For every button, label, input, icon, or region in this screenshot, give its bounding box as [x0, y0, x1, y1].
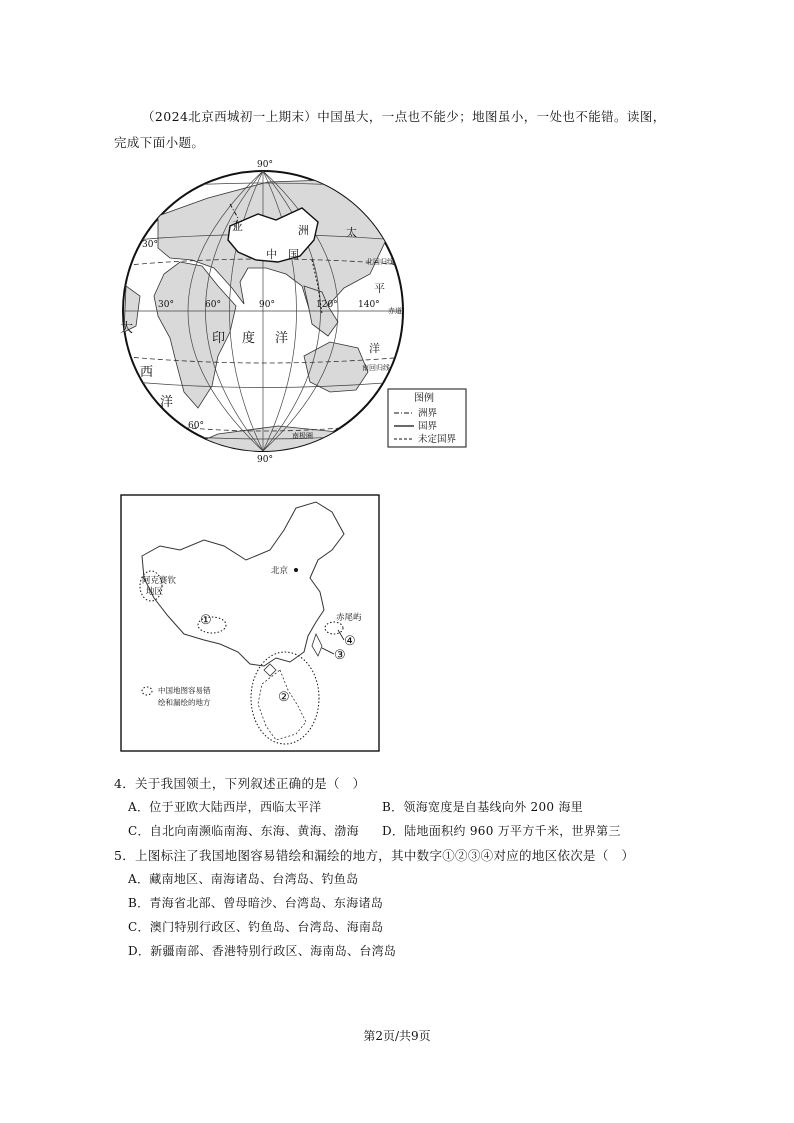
antarctic-circle-label: 南极圈	[292, 432, 313, 440]
aksai-chin-label-1: 阿克赛钦	[142, 576, 177, 586]
lon-140-label: 140°	[358, 300, 380, 310]
asia-label-2: 洲	[298, 224, 309, 237]
atlantic-label-1: 大	[120, 321, 134, 336]
marker-4: ④	[344, 634, 356, 649]
indian-ocean-label-1: 印	[212, 331, 226, 346]
question-4-option-a: A．位于亚欧大陆西岸，西临太平洋	[128, 800, 322, 814]
marker-1: ①	[200, 613, 212, 628]
map2-legend-line-2: 绘和漏绘的地方	[158, 698, 211, 707]
question-4-stem: 4．关于我国领土，下列叙述正确的是（ ）	[114, 776, 366, 791]
indian-ocean-label-2: 度	[242, 331, 256, 346]
question-4-option-c: C．自北向南濒临南海、东海、黄海、渤海	[128, 824, 359, 838]
globe-map	[118, 156, 468, 466]
asia-label-1: 亚	[232, 220, 243, 233]
china-map	[120, 494, 382, 754]
lat-90-bottom-label: 90°	[257, 455, 273, 465]
page-footer: 第2页/共9页	[363, 1029, 431, 1043]
atlantic-label-3: 洋	[160, 395, 174, 410]
legend-national-boundary: 国界	[418, 421, 438, 432]
china-label-2: 国	[288, 248, 299, 261]
question-5-option-d: D．新疆南部、香港特别行政区、海南岛、台湾岛	[128, 944, 397, 958]
question-5-option-c: C．澳门特别行政区、钓鱼岛、台湾岛、海南岛	[128, 920, 384, 934]
lat-30-label: 30°	[142, 240, 158, 250]
marker-2: ②	[278, 690, 290, 705]
lon-30-label: 30°	[158, 300, 174, 310]
legend-continent-boundary: 洲界	[418, 408, 438, 419]
lon-90-label: 90°	[259, 300, 275, 310]
lat-60-label: 60°	[188, 421, 204, 431]
lat-90-top-label: 90°	[257, 160, 273, 170]
question-4-option-b: B．领海宽度是自基线向外 200 海里	[382, 800, 584, 814]
pacific-label-2: 平	[374, 282, 385, 295]
tropic-cancer-label: 北回归线	[366, 258, 394, 266]
tropic-capricorn-label: 南回归线	[362, 364, 390, 372]
beijing-label: 北京	[271, 566, 289, 576]
china-label-1: 中	[266, 248, 277, 261]
pacific-label-3: 洋	[369, 342, 380, 355]
map-legend	[388, 389, 466, 447]
marker-3: ③	[334, 648, 346, 663]
atlantic-label-2: 西	[140, 365, 154, 380]
question-5-stem: 5．上图标注了我国地图容易错绘和漏绘的地方，其中数字①②③④对应的地区依次是（ ）	[114, 848, 635, 863]
pacific-label-1: 太	[346, 226, 357, 239]
legend-undetermined-boundary: 未定国界	[418, 434, 457, 445]
question-5-option-a: A．藏南地区、南海诸岛、台湾岛、钓鱼岛	[128, 872, 359, 886]
legend-title: 图例	[414, 393, 434, 404]
question-5-option-b: B．青海省北部、曾母暗沙、台湾岛、东海诸岛	[128, 896, 384, 910]
indian-ocean-label-3: 洋	[275, 331, 289, 346]
question-4-option-d: D．陆地面积约 960 万平方千米，世界第三	[382, 824, 621, 838]
lon-120-label: 120°	[316, 300, 338, 310]
equator-label: 赤道	[388, 307, 402, 315]
map2-legend-line-1: 中国地图容易错	[158, 686, 211, 695]
chiwei-island-label: 赤尾屿	[336, 613, 362, 623]
intro-paragraph: （2024北京西城初一上期末）中国虽大，一点也不能少；地图虽小，一处也不能错。读图，完成下面小题。	[114, 109, 666, 150]
aksai-chin-label-2: 地区	[146, 587, 164, 597]
lon-60-label: 60°	[205, 300, 221, 310]
